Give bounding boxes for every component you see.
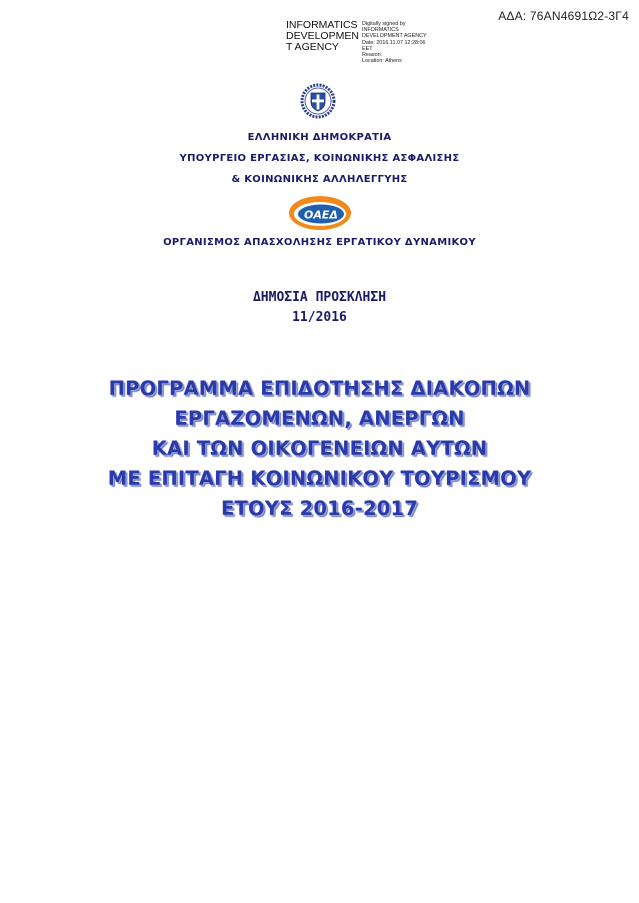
invitation-label: ΔΗΜΟΣΙΑ ΠΡΟΣΚΛΗΣΗ [252,290,387,305]
logo-text: ΟΑΕΔ [304,208,338,222]
signature-detail-line: Location: Athens [362,58,402,65]
signature-detail-line: DEVELOPMENT AGENCY [362,33,427,40]
public-invitation [0,288,639,328]
signature-detail-line: EET [362,45,373,52]
signature-name: INFORMATICS DEVELOPMEN T AGENCY [286,19,359,53]
ada-code: ΑΔΑ: 76ΑΝ4691Ω2-3Γ4 [498,9,629,23]
invitation-number: 11/2016 [292,310,347,325]
title-line: ΠΡΟΓΡΑΜΜΑ ΕΠΙΔΟΤΗΣΗΣ ΔΙΑΚΟΠΩΝ [108,377,531,400]
issuer-header [0,127,639,190]
oaed-logo [288,195,352,231]
ministry-heading-line2: & ΚΟΙΝΩΝΙΚΗΣ ΑΛΛΗΛΕΓΓΥΗΣ [231,174,408,185]
digital-signature [286,20,436,64]
organization-name: ΟΡΓΑΝΙΣΜΟΣ ΑΠΑΣΧΟΛΗΣΗΣ ΕΡΓΑΤΙΚΟΥ ΔΥΝΑΜΙΚΟΥ [163,237,476,248]
ministry-heading-line1: ΥΠΟΥΡΓΕΙΟ ΕΡΓΑΣΙΑΣ, ΚΟΙΝΩΝΙΚΗΣ ΑΣΦΑΛΙΣΗΣ [179,153,460,164]
title-line: ΕΤΟΥΣ 2016-2017 [220,497,419,520]
signature-detail-line: Digitally signed by [362,21,406,27]
title-line: ΜΕ ΕΠΙΤΑΓΗ ΚΟΙΝΩΝΙΚΟΥ ΤΟΥΡΙΣΜΟΥ [107,467,532,490]
signature-detail-line: Date: 2016.11.07 12:28:06 [362,39,426,46]
program-title [0,374,639,524]
republic-heading: ΕΛΛΗΝΙΚΗ ΔΗΜΟΚΡΑΤΙΑ [247,132,392,143]
signature-details [362,21,436,64]
signature-detail-line: Reason: [362,52,383,59]
greek-coat-of-arms-icon [300,83,336,119]
title-line: ΕΡΓΑΖΟΜΕΝΩΝ, ΑΝΕΡΓΩΝ [174,407,465,430]
title-line: ΚΑΙ ΤΩΝ ΟΙΚΟΓΕΝΕΙΩΝ ΑΥΤΩΝ [151,437,488,460]
signature-detail-line: INFORMATICS [362,27,399,34]
